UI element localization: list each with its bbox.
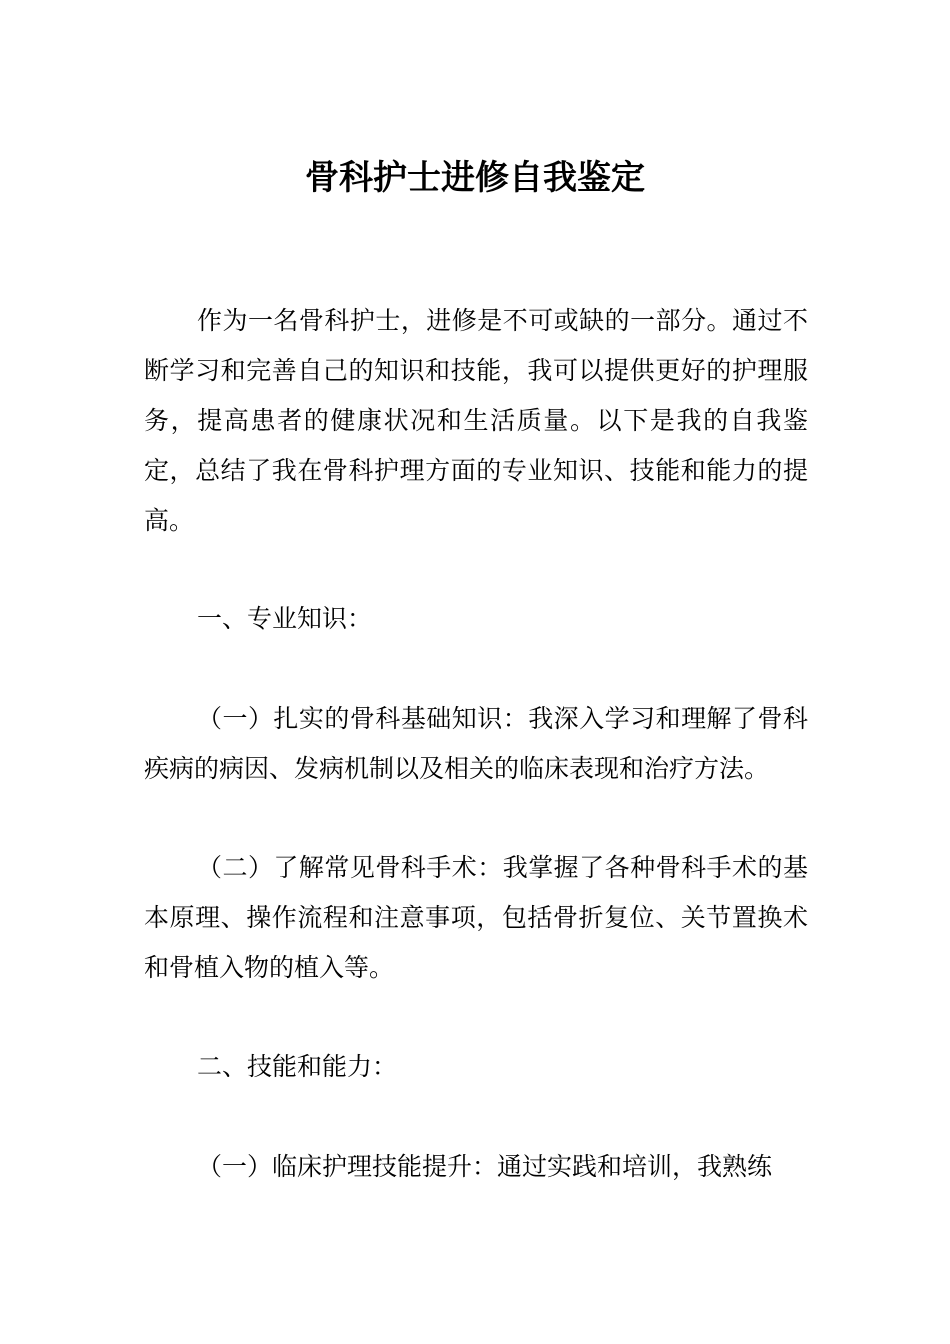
section1-item-common-surgeries: （二）了解常见骨科手术：我掌握了各种骨科手术的基本原理、操作流程和注意事项，包括骨折复位、关节置换术和骨植入物的植入等。	[144, 853, 808, 982]
document-title: 骨科护士进修自我鉴定	[305, 158, 645, 198]
section-heading-skills-abilities: 二、技能和能力：	[197, 1052, 398, 1081]
section-heading-professional-knowledge: 一、专业知识：	[197, 604, 373, 633]
intro-paragraph: 作为一名骨科护士，进修是不可或缺的一部分。通过不断学习和完善自己的知识和技能，我可以提供更好的护理服务，提高患者的健康状况和生活质量。以下是我的自我鉴定，总结了我在骨科护理方面的专业知识、技能和能力的提高。	[144, 306, 808, 535]
section2-item-clinical-skills: （一）临床护理技能提升：通过实践和培训，我熟练	[197, 1152, 773, 1181]
section1-item-basic-knowledge: （一）扎实的骨科基础知识：我深入学习和理解了骨科疾病的病因、发病机制以及相关的临床表现和治疗方法。	[144, 704, 808, 783]
